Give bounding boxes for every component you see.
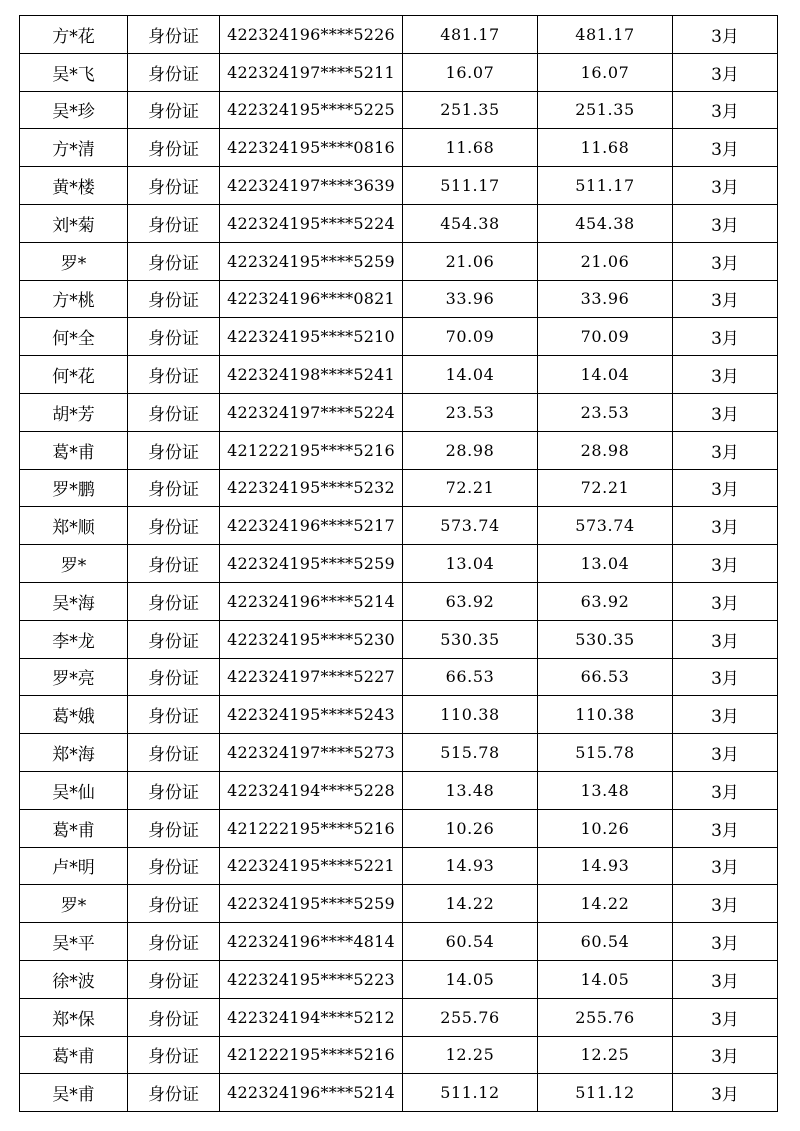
name-cell: 吴*海 [20,582,128,620]
id-number-cell: 422324197****5211 [220,53,403,91]
month-cell: 3月 [673,620,778,658]
id-type-cell: 身份证 [128,960,220,998]
table-row [20,204,778,242]
table-row [20,53,778,91]
table-row [20,582,778,620]
paid-amount-cell: 70.09 [538,318,673,356]
id-type-cell: 身份证 [128,356,220,394]
paid-amount-cell: 14.05 [538,960,673,998]
month-cell: 3月 [673,356,778,394]
table-row [20,771,778,809]
month-cell: 3月 [673,847,778,885]
month-cell: 3月 [673,16,778,54]
name-cell: 徐*波 [20,960,128,998]
table-row [20,885,778,923]
id-number-cell: 421222195****5216 [220,809,403,847]
id-type-cell: 身份证 [128,923,220,961]
name-cell: 黄*楼 [20,167,128,205]
paid-amount-cell: 10.26 [538,809,673,847]
amount-cell: 251.35 [403,91,538,129]
id-type-cell: 身份证 [128,91,220,129]
id-type-cell: 身份证 [128,998,220,1036]
name-cell: 郑*顺 [20,507,128,545]
name-cell: 何*花 [20,356,128,394]
amount-cell: 28.98 [403,431,538,469]
id-number-cell: 422324195****0816 [220,129,403,167]
month-cell: 3月 [673,242,778,280]
table-row [20,620,778,658]
paid-amount-cell: 16.07 [538,53,673,91]
id-number-cell: 422324195****5259 [220,545,403,583]
paid-amount-cell: 21.06 [538,242,673,280]
month-cell: 3月 [673,1074,778,1112]
name-cell: 吴*甫 [20,1074,128,1112]
id-number-cell: 422324196****5214 [220,1074,403,1112]
id-number-cell: 422324195****5221 [220,847,403,885]
month-cell: 3月 [673,998,778,1036]
month-cell: 3月 [673,280,778,318]
name-cell: 方*清 [20,129,128,167]
id-number-cell: 422324195****5243 [220,696,403,734]
id-number-cell: 422324195****5230 [220,620,403,658]
paid-amount-cell: 12.25 [538,1036,673,1074]
paid-amount-cell: 28.98 [538,431,673,469]
name-cell: 方*桃 [20,280,128,318]
month-cell: 3月 [673,431,778,469]
month-cell: 3月 [673,923,778,961]
month-cell: 3月 [673,545,778,583]
table-row [20,998,778,1036]
table-row [20,242,778,280]
id-type-cell: 身份证 [128,809,220,847]
name-cell: 葛*甫 [20,1036,128,1074]
id-number-cell: 422324195****5232 [220,469,403,507]
id-type-cell: 身份证 [128,696,220,734]
month-cell: 3月 [673,129,778,167]
paid-amount-cell: 573.74 [538,507,673,545]
id-type-cell: 身份证 [128,847,220,885]
id-number-cell: 422324196****5226 [220,16,403,54]
paid-amount-cell: 72.21 [538,469,673,507]
table-row [20,431,778,469]
id-type-cell: 身份证 [128,393,220,431]
month-cell: 3月 [673,507,778,545]
table-row [20,318,778,356]
id-type-cell: 身份证 [128,469,220,507]
paid-amount-cell: 66.53 [538,658,673,696]
table-row [20,91,778,129]
id-type-cell: 身份证 [128,620,220,658]
amount-cell: 454.38 [403,204,538,242]
amount-cell: 12.25 [403,1036,538,1074]
id-number-cell: 422324196****5214 [220,582,403,620]
id-type-cell: 身份证 [128,885,220,923]
id-number-cell: 422324197****5273 [220,734,403,772]
id-type-cell: 身份证 [128,280,220,318]
id-number-cell: 422324196****5217 [220,507,403,545]
table-row [20,507,778,545]
name-cell: 罗* [20,885,128,923]
paid-amount-cell: 14.93 [538,847,673,885]
id-type-cell: 身份证 [128,545,220,583]
id-number-cell: 422324194****5212 [220,998,403,1036]
table-row [20,356,778,394]
month-cell: 3月 [673,204,778,242]
id-number-cell: 421222195****5216 [220,1036,403,1074]
month-cell: 3月 [673,469,778,507]
amount-cell: 66.53 [403,658,538,696]
amount-cell: 573.74 [403,507,538,545]
month-cell: 3月 [673,167,778,205]
amount-cell: 530.35 [403,620,538,658]
amount-cell: 33.96 [403,280,538,318]
id-type-cell: 身份证 [128,507,220,545]
amount-cell: 63.92 [403,582,538,620]
id-type-cell: 身份证 [128,1036,220,1074]
name-cell: 刘*菊 [20,204,128,242]
paid-amount-cell: 13.04 [538,545,673,583]
id-type-cell: 身份证 [128,431,220,469]
paid-amount-cell: 14.22 [538,885,673,923]
paid-amount-cell: 11.68 [538,129,673,167]
month-cell: 3月 [673,885,778,923]
subsidy-roster-table [19,15,778,1112]
id-number-cell: 422324197****5227 [220,658,403,696]
amount-cell: 11.68 [403,129,538,167]
table-row [20,129,778,167]
id-type-cell: 身份证 [128,16,220,54]
amount-cell: 511.17 [403,167,538,205]
id-number-cell: 422324196****4814 [220,923,403,961]
paid-amount-cell: 511.12 [538,1074,673,1112]
month-cell: 3月 [673,1036,778,1074]
table-row [20,1036,778,1074]
name-cell: 何*全 [20,318,128,356]
amount-cell: 515.78 [403,734,538,772]
amount-cell: 72.21 [403,469,538,507]
name-cell: 吴*珍 [20,91,128,129]
id-type-cell: 身份证 [128,204,220,242]
name-cell: 卢*明 [20,847,128,885]
id-number-cell: 422324195****5259 [220,242,403,280]
amount-cell: 14.05 [403,960,538,998]
paid-amount-cell: 255.76 [538,998,673,1036]
id-type-cell: 身份证 [128,129,220,167]
id-type-cell: 身份证 [128,658,220,696]
paid-amount-cell: 515.78 [538,734,673,772]
id-number-cell: 422324195****5223 [220,960,403,998]
id-number-cell: 422324198****5241 [220,356,403,394]
amount-cell: 10.26 [403,809,538,847]
paid-amount-cell: 23.53 [538,393,673,431]
paid-amount-cell: 481.17 [538,16,673,54]
month-cell: 3月 [673,393,778,431]
amount-cell: 14.22 [403,885,538,923]
id-type-cell: 身份证 [128,167,220,205]
table-row [20,1074,778,1112]
amount-cell: 110.38 [403,696,538,734]
id-number-cell: 421222195****5216 [220,431,403,469]
paid-amount-cell: 454.38 [538,204,673,242]
id-number-cell: 422324197****3639 [220,167,403,205]
amount-cell: 21.06 [403,242,538,280]
amount-cell: 60.54 [403,923,538,961]
month-cell: 3月 [673,91,778,129]
id-number-cell: 422324195****5210 [220,318,403,356]
month-cell: 3月 [673,771,778,809]
name-cell: 郑*海 [20,734,128,772]
id-type-cell: 身份证 [128,734,220,772]
paid-amount-cell: 110.38 [538,696,673,734]
table-row [20,696,778,734]
id-number-cell: 422324195****5224 [220,204,403,242]
table-row [20,960,778,998]
table-row [20,469,778,507]
id-type-cell: 身份证 [128,582,220,620]
id-number-cell: 422324195****5259 [220,885,403,923]
month-cell: 3月 [673,658,778,696]
month-cell: 3月 [673,960,778,998]
amount-cell: 511.12 [403,1074,538,1112]
month-cell: 3月 [673,696,778,734]
table-row [20,923,778,961]
name-cell: 方*花 [20,16,128,54]
month-cell: 3月 [673,734,778,772]
id-number-cell: 422324194****5228 [220,771,403,809]
id-type-cell: 身份证 [128,242,220,280]
name-cell: 葛*娥 [20,696,128,734]
amount-cell: 13.48 [403,771,538,809]
paid-amount-cell: 14.04 [538,356,673,394]
month-cell: 3月 [673,582,778,620]
id-type-cell: 身份证 [128,771,220,809]
paid-amount-cell: 33.96 [538,280,673,318]
amount-cell: 14.93 [403,847,538,885]
table-row [20,280,778,318]
amount-cell: 255.76 [403,998,538,1036]
name-cell: 罗* [20,545,128,583]
name-cell: 吴*飞 [20,53,128,91]
id-number-cell: 422324196****0821 [220,280,403,318]
paid-amount-cell: 60.54 [538,923,673,961]
amount-cell: 13.04 [403,545,538,583]
amount-cell: 16.07 [403,53,538,91]
name-cell: 郑*保 [20,998,128,1036]
table-row [20,734,778,772]
table-row [20,545,778,583]
amount-cell: 14.04 [403,356,538,394]
name-cell: 吴*仙 [20,771,128,809]
name-cell: 李*龙 [20,620,128,658]
roster-body [20,16,778,1112]
amount-cell: 23.53 [403,393,538,431]
paid-amount-cell: 511.17 [538,167,673,205]
name-cell: 罗*鹏 [20,469,128,507]
amount-cell: 70.09 [403,318,538,356]
id-type-cell: 身份证 [128,53,220,91]
month-cell: 3月 [673,809,778,847]
table-row [20,809,778,847]
name-cell: 胡*芳 [20,393,128,431]
table-row [20,658,778,696]
paid-amount-cell: 13.48 [538,771,673,809]
id-number-cell: 422324197****5224 [220,393,403,431]
id-number-cell: 422324195****5225 [220,91,403,129]
amount-cell: 481.17 [403,16,538,54]
table-row [20,167,778,205]
name-cell: 吴*平 [20,923,128,961]
table-row [20,847,778,885]
paid-amount-cell: 530.35 [538,620,673,658]
table-row [20,16,778,54]
month-cell: 3月 [673,318,778,356]
paid-amount-cell: 251.35 [538,91,673,129]
id-type-cell: 身份证 [128,318,220,356]
name-cell: 葛*甫 [20,431,128,469]
table-row [20,393,778,431]
name-cell: 罗* [20,242,128,280]
paid-amount-cell: 63.92 [538,582,673,620]
month-cell: 3月 [673,53,778,91]
name-cell: 罗*亮 [20,658,128,696]
name-cell: 葛*甫 [20,809,128,847]
id-type-cell: 身份证 [128,1074,220,1112]
